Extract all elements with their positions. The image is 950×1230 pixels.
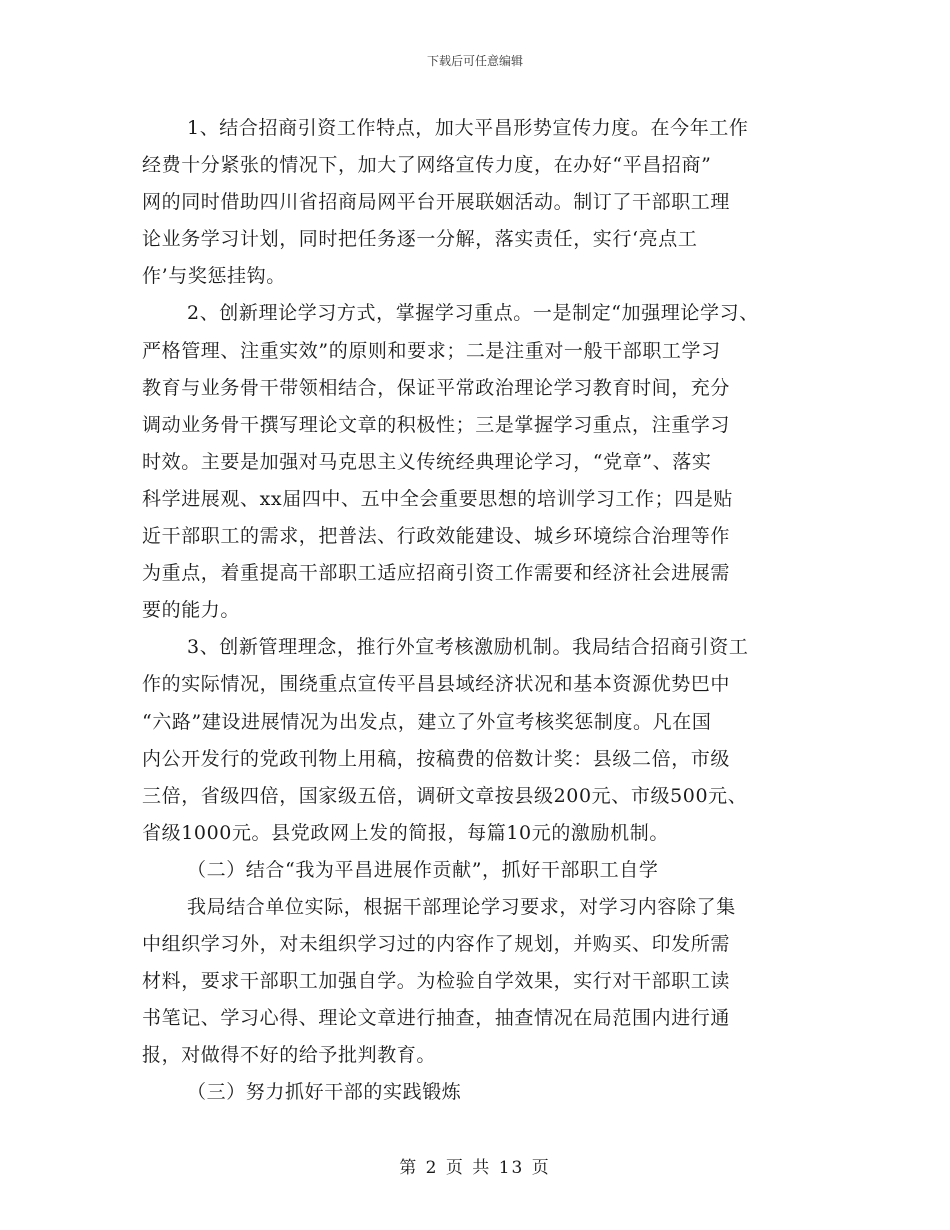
text-line: 近干部职工的需求，把普法、行政效能建设、城乡环境综合治理等作 bbox=[142, 525, 731, 548]
text-line: 科学进展观、xx届四中、五中全会重要思想的培训学习工作；四是贴 bbox=[142, 487, 734, 510]
text-line: （三）努力抓好干部的实践锻炼 bbox=[187, 1081, 462, 1104]
text-line: 2、创新理论学习方式，掌握学习重点。一是制定“加强理论学习、 bbox=[187, 302, 759, 325]
text-line: 报，对做得不好的给予批判教育。 bbox=[142, 1044, 437, 1067]
text-line: 省级1000元。县党政网上发的简报，每篇10元的激励机制。 bbox=[142, 821, 669, 844]
text-line: 三倍，省级四倍，国家级五倍，调研文章按县级200元、市级500元、 bbox=[142, 784, 748, 807]
text-line: （二）结合“我为平昌进展作贡献”，抓好干部职工自学 bbox=[187, 858, 659, 881]
text-line: 中组织学习外，对未组织学习过的内容作了规划，并购买、印发所需 bbox=[142, 933, 731, 956]
text-line: 作’与奖惩挂钩。 bbox=[142, 265, 286, 288]
page-header: 下载后可任意编辑 bbox=[426, 54, 523, 68]
text-line: 严格管理、注重实效”的原则和要求；二是注重对一般干部职工学习 bbox=[142, 339, 721, 362]
text-line: 时效。主要是加强对马克思主义传统经典理论学习，“党章”、落实 bbox=[142, 450, 712, 473]
text-line: 论业务学习计划，同时把任务逐一分解，落实责任，实行‘亮点工 bbox=[142, 228, 698, 251]
text-line: 内公开发行的党政刊物上用稿，按稿费的倍数计奖：县级二倍，市级 bbox=[142, 747, 731, 770]
text-line: 教育与业务骨干带领相结合，保证平常政治理论学习教育时间，充分 bbox=[142, 376, 731, 399]
text-line: 书笔记、学习心得、理论文章进行抽查，抽查情况在局范围内进行通 bbox=[142, 1007, 731, 1030]
text-line: 调动业务骨干撰写理论文章的积极性；三是掌握学习重点，注重学习 bbox=[142, 413, 731, 436]
text-line: 我局结合单位实际，根据干部理论学习要求，对学习内容除了集 bbox=[187, 895, 736, 918]
page-footer: 第 2 页 共 13 页 bbox=[399, 1158, 551, 1178]
text-line: 作的实际情况，围绕重点宣传平昌县域经济状况和基本资源优势巴中 bbox=[142, 673, 731, 696]
text-line: 网的同时借助四川省招商局网平台开展联姻活动。制订了干部职工理 bbox=[142, 191, 731, 214]
text-line: 1、结合招商引资工作特点，加大平昌形势宣传力度。在今年工作 bbox=[187, 117, 749, 139]
text-line: “六路”建设进展情况为出发点，建立了外宣考核奖惩制度。凡在国 bbox=[142, 710, 712, 733]
document-body bbox=[142, 110, 842, 1112]
text-line: 3、创新管理理念，推行外宣考核激励机制。我局结合招商引资工 bbox=[187, 636, 749, 659]
text-line: 经费十分紧张的情况下，加大了网络宣传力度，在办好“平昌招商” bbox=[142, 154, 712, 177]
text-line: 为重点，着重提高干部职工适应招商引资工作需要和经济社会进展需 bbox=[142, 562, 731, 585]
text-line: 要的能力。 bbox=[142, 599, 241, 622]
text-line: 材料，要求干部职工加强自学。为检验自学效果，实行对干部职工读 bbox=[142, 970, 731, 993]
